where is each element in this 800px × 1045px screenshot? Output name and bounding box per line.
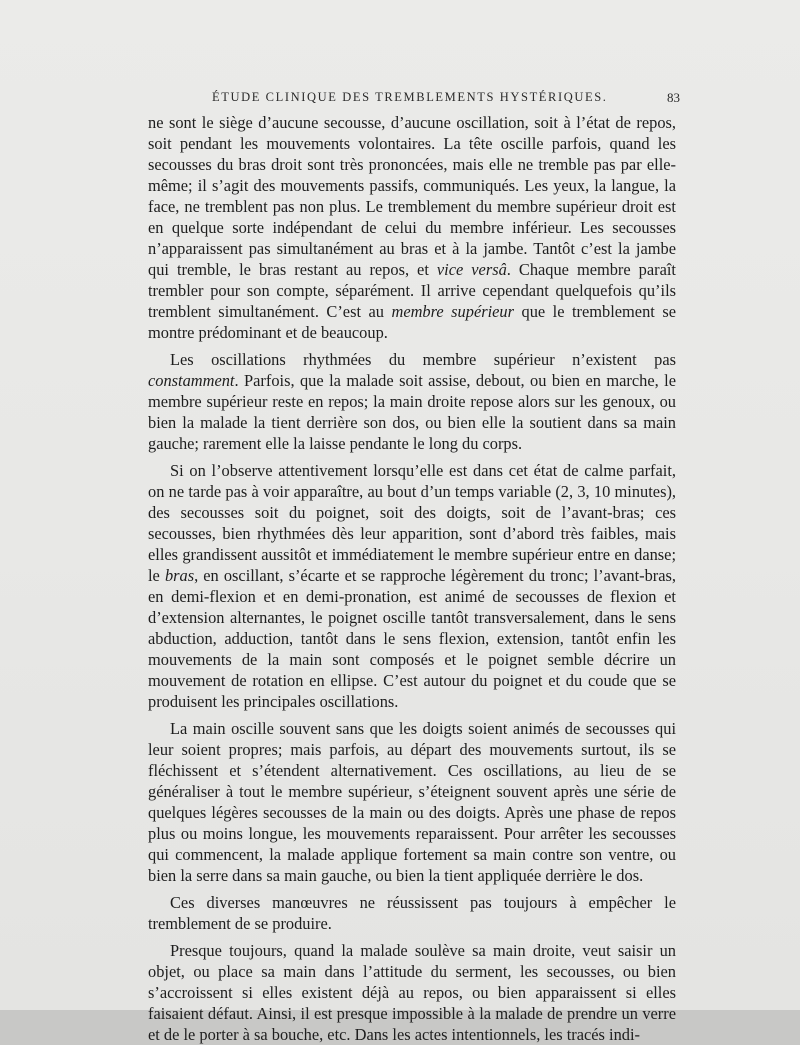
- paragraph-text: que le tremblement se montre prédominant et de beaucoup.: [148, 302, 676, 342]
- running-header: [148, 90, 688, 108]
- paragraph-text: Presque toujours, quand la malade soulève sa main droite, veut saisir un objet, ou place sa main dans l’attitude du serment, les secousses, ou bien s’accroissent si elles existent déjà au repos, ou bien apparaissent si elles faisaient défaut. Ainsi, il est presque impossible à la malade de prendre un verre et de le porter à sa bouche, etc. Dans les actes intentionnels, les tracés indi-: [148, 941, 676, 1044]
- running-title: ÉTUDE CLINIQUE DES TREMBLEMENTS HYSTÉRIQUES.: [212, 90, 608, 104]
- paragraph-text: ne sont le siège d’aucune secousse, d’aucune oscillation, soit à l’état de repos, soit pendant les mouvements volontaires. La tête oscille parfois, quand les secousses du bras droit sont très prononcées, mais elle ne tremble pas par elle-même; il s’agit des mouvements passifs, communiqués. Les yeux, la langue, la face, ne tremblent pas non plus. Le tremblement du membre supérieur droit est en quelque sorte indépendant de celui du membre inférieur. Les secousses n’apparaissent pas simultanément au bras et à la jambe. Tantôt c’est la jambe qui tremble, le bras restant au repos, et: [148, 113, 676, 279]
- paragraph: [148, 460, 676, 712]
- italic-text: bras: [164, 566, 195, 585]
- body-text: [148, 112, 676, 1045]
- page-number: 83: [667, 90, 680, 105]
- paragraph-text: , en oscillant, s’écarte et se rapproche légèrement du tronc; l’avant-bras, en demi-flexion et en demi-pronation, est animé de secousses de flexion et d’extension alternantes, le poignet oscille tantôt transversalement, dans le sens abduction, adduction, tantôt dans le sens flexion, extension, tantôt enfin les mouvements de la main sont composés et le poignet semble décrire un mouvement de rotation en ellipse. C’est autour du poignet et du coude que se produisent les principales oscillations.: [148, 566, 676, 711]
- italic-text: vice versâ: [436, 260, 507, 279]
- italic-text: constamment: [148, 371, 235, 390]
- paragraph-text: Les oscillations rhythmées du membre supérieur n’existent pas: [170, 350, 676, 369]
- paragraph: [148, 892, 676, 934]
- paragraph-text: La main oscille souvent sans que les doigts soient animés de secousses qui leur soient propres; mais parfois, au départ des mouvements surtout, ils se fléchissent et s’étendent alternativement. Ces oscillations, au lieu de se généraliser à tout le membre supérieur, s’éteignent souvent après une série de quelques légères secousses de la main ou des doigts. Après une phase de repos plus ou moins longue, les mouvements reparaissent. Pour arrêter les secousses qui commencent, la malade applique fortement sa main contre son ventre, ou bien la serre dans sa main gauche, ou bien la tient appliquée derrière le dos.: [148, 719, 676, 885]
- paragraph-text: . Parfois, que la malade soit assise, debout, ou bien en marche, le membre supérieur reste en repos; la main droite repose alors sur les genoux, ou bien la malade la tient derrière son dos, ou bien elle la soutient dans sa main gauche; rarement elle la laisse pendante le long du corps.: [148, 371, 676, 453]
- paragraph-text: Si on l’observe attentivement lorsqu’elle est dans cet état de calme parfait, on ne tarde pas à voir apparaître, au bout d’un temps variable (2, 3, 10 minutes), des secousses soit du poignet, soit des doigts, soit de l’avant-bras; ces secousses, bien rhythmées dès leur apparition, sont d’abord très faibles, mais elles grandissent aussitôt et immédiatement le membre supérieur entre en danse; le: [148, 461, 676, 585]
- paragraph: [148, 718, 676, 886]
- paragraph: [148, 940, 676, 1045]
- paragraph-text: Ces diverses manœuvres ne réussissent pas toujours à empêcher le tremblement de se produire.: [148, 893, 676, 933]
- paragraph: [148, 349, 676, 454]
- paragraph-text: . Chaque membre paraît trembler pour son compte, séparément. Il arrive cependant quelquefois qu’ils tremblent simultanément. C’est au: [148, 260, 676, 321]
- paragraph: [148, 112, 676, 343]
- italic-text: membre supérieur: [391, 302, 514, 321]
